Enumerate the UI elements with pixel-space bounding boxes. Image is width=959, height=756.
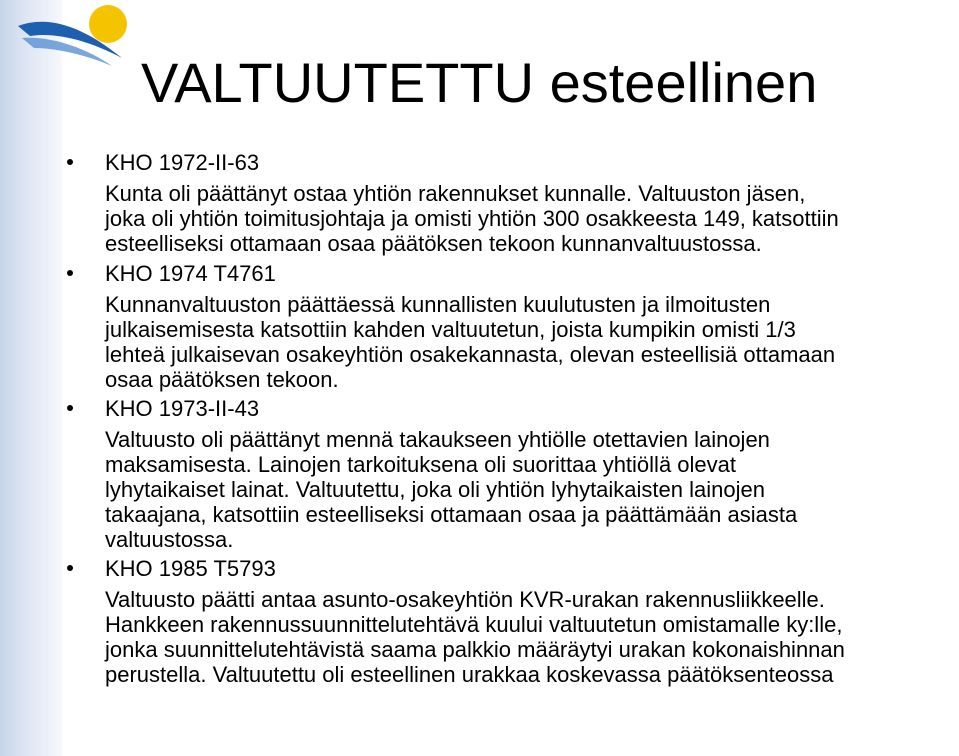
case-text-line: lehteä julkaisevan osakeyhtiön osakekannasta, olevan esteellisiä ottamaan [105,342,836,367]
case-text-line: Valtuusto päätti antaa asunto-osakeyhtiön KVR-urakan rakennusliikkeelle. [105,587,825,612]
case-text-line: perustella. Valtuutettu oli esteellinen urakkaa koskevassa päätöksenteossa [105,662,834,687]
bullet-icon [67,159,73,165]
case-text-line: esteelliseksi ottamaan osaa päätöksen tekoon kunnanvaltuustossa. [105,231,762,256]
case-text-line: julkaisemisesta katsottiin kahden valtuutetun, joista kumpikin omisti 1/3 [105,317,796,342]
case-text-line: lyhytaikaiset lainat. Valtuutettu, joka oli yhtiön lyhytaikaisten lainojen [105,477,765,502]
case-text-line: jonka suunnittelutehtävistä saama palkkio määräytyi urakan kokonaishinnan [105,637,845,662]
page-title: VALTUUTETTU esteellinen [141,51,818,114]
case-heading: KHO 1973-II-43 [105,396,260,421]
bullet-icon [67,405,73,411]
case-heading: KHO 1972-II-63 [105,150,260,175]
case-text-line: joka oli yhtiön toimitusjohtaja ja omisti yhtiön 300 osakkeesta 149, katsottiin [105,206,839,231]
case-text-line: Kunnanvaltuuston päättäessä kunnallisten kuulutusten ja ilmoitusten [105,292,771,317]
bullet-icon [67,565,73,571]
case-text-line: maksamisesta. Lainojen tarkoituksena oli suorittaa yhtiöllä olevat [105,452,736,477]
case-text-line: Kunta oli päättänyt ostaa yhtiön rakennukset kunnalle. Valtuuston jäsen, [105,181,806,206]
bullet-icon [67,270,73,276]
case-text-line: takaajana, katsottiin esteelliseksi ottamaan osaa ja päättämään asiasta [105,502,798,527]
case-text-line: valtuustossa. [105,527,234,552]
case-text-line: Valtuusto oli päättänyt mennä takaukseen yhtiölle otettavien lainojen [105,427,770,452]
case-text-line: Hankkeen rakennussuunnittelutehtävä kuului valtuutetun omistamalle ky:lle, [105,612,843,637]
case-text-line: osaa päätöksen tekoon. [105,367,339,392]
case-heading: KHO 1974 T4761 [105,261,276,286]
case-heading: KHO 1985 T5793 [105,556,276,581]
